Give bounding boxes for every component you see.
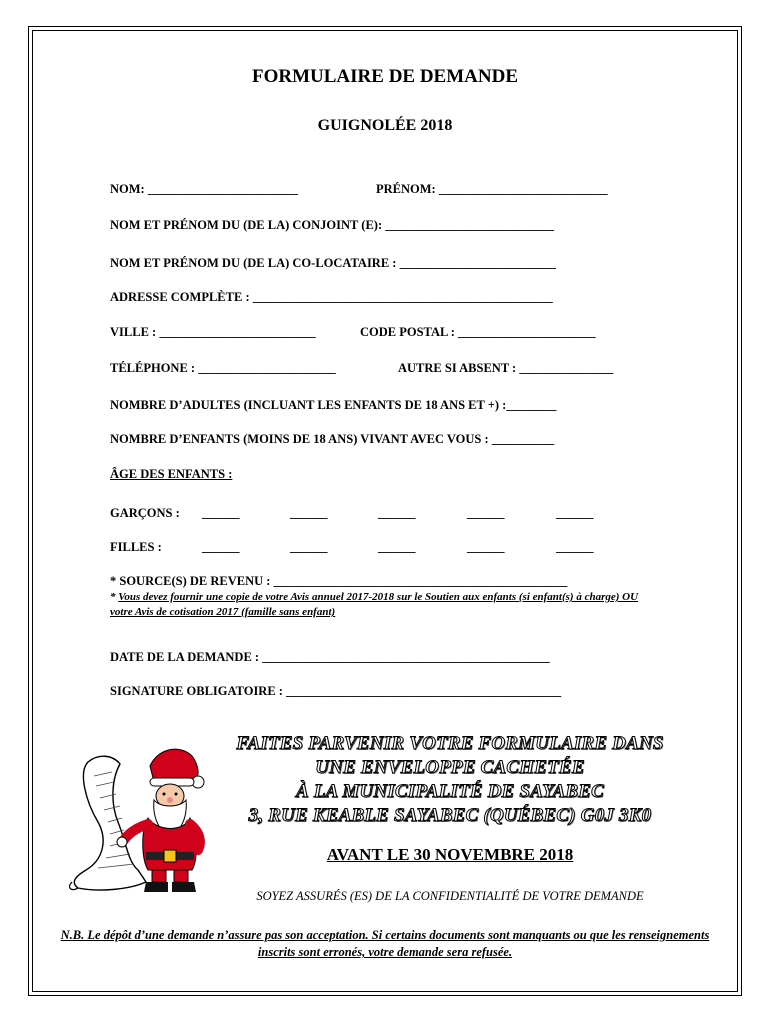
prenom-field[interactable]: PRÉNOM: ___________________________ bbox=[376, 182, 608, 196]
instruction-line: 3, RUE KEABLE SAYABEC (QUÉBEC) G0J 3K0 bbox=[248, 805, 652, 826]
enfants-field[interactable]: NOMBRE D’ENFANTS (MOINS DE 18 ANS) VIVANT AVEC VOUS : __________ bbox=[110, 432, 555, 446]
garcons-blank[interactable]: ______ bbox=[467, 506, 505, 520]
instruction-line: FAITES PARVENIR VOTRE FORMULAIRE DANS bbox=[236, 733, 664, 754]
filles-blank[interactable]: ______ bbox=[556, 540, 594, 554]
filles-blank[interactable]: ______ bbox=[290, 540, 328, 554]
adultes-field[interactable]: NOMBRE D’ADULTES (INCLUANT LES ENFANTS DE 18 ANS ET +) :________ bbox=[110, 398, 557, 412]
filles-blank[interactable]: ______ bbox=[467, 540, 505, 554]
age-enfants-label: ÂGE DES ENFANTS : bbox=[110, 467, 233, 481]
date-field[interactable]: DATE DE LA DEMANDE : ______________________________________________ bbox=[110, 650, 550, 664]
instruction-line: À LA MUNICIPALITÉ DE SAYABEC bbox=[296, 781, 604, 802]
nom-field[interactable]: NOM: ________________________ bbox=[110, 182, 298, 196]
deadline-text: AVANT LE 30 NOVEMBRE 2018 bbox=[326, 845, 574, 864]
instruction-line: UNE ENVELOPPE CACHETÉE bbox=[315, 757, 585, 778]
confidentiality-text: SOYEZ ASSURÉS (ES) DE LA CONFIDENTIALITÉ DE VOTRE DEMANDE bbox=[256, 889, 644, 903]
submission-instructions bbox=[0, 733, 770, 843]
garcons-label: GARÇONS : bbox=[110, 506, 180, 520]
garcons-blank[interactable]: ______ bbox=[556, 506, 594, 520]
garcons-blank[interactable]: ______ bbox=[378, 506, 416, 520]
code-postal-field[interactable]: CODE POSTAL : ______________________ bbox=[360, 325, 596, 339]
revenu-field[interactable]: * SOURCE(S) DE REVENU : _______________________________________________ bbox=[110, 574, 568, 588]
note-prefix: * bbox=[110, 591, 119, 603]
nb-note: N.B. Le dépôt d’une demande n’assure pas son acceptation. Si certains documents sont manquants ou que les renseignements inscrits sont erronés, votre demande sera refusée. bbox=[60, 928, 710, 959]
adresse-field[interactable]: ADRESSE COMPLÈTE : ________________________________________________ bbox=[110, 290, 553, 304]
telephone-field[interactable]: TÉLÉPHONE : ______________________ bbox=[110, 361, 336, 375]
autre-absent-field[interactable]: AUTRE SI ABSENT : _______________ bbox=[398, 361, 614, 375]
revenu-note bbox=[110, 590, 662, 620]
filles-label: FILLES : bbox=[110, 540, 162, 554]
signature-field[interactable]: SIGNATURE OBLIGATOIRE : ____________________________________________ bbox=[110, 684, 562, 698]
note-text: Vous devez fournir une copie de votre Avis annuel 2017-2018 sur le Soutien aux enfants (si enfant(s) à charge) OU votre Avis de cotisation 2017 (famille sans enfant) bbox=[110, 591, 639, 618]
filles-blank[interactable]: ______ bbox=[378, 540, 416, 554]
colocataire-field[interactable]: NOM ET PRÉNOM DU (DE LA) CO-LOCATAIRE : _________________________ bbox=[110, 256, 556, 270]
filles-blank[interactable]: ______ bbox=[202, 540, 240, 554]
form-subtitle: GUIGNOLÉE 2018 bbox=[317, 117, 453, 134]
conjoint-field[interactable]: NOM ET PRÉNOM DU (DE LA) CONJOINT (E): ___________________________ bbox=[110, 218, 554, 232]
garcons-blank[interactable]: ______ bbox=[290, 506, 328, 520]
garcons-blank[interactable]: ______ bbox=[202, 506, 240, 520]
ville-field[interactable]: VILLE : _________________________ bbox=[110, 325, 316, 339]
form-title: FORMULAIRE DE DEMANDE bbox=[252, 66, 518, 87]
